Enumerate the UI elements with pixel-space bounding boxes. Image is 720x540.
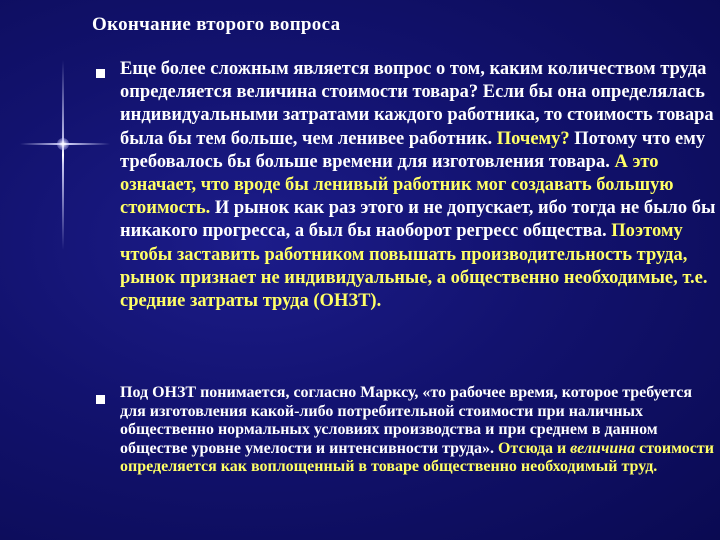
bullet-paragraph-1 (120, 58, 718, 313)
highlighted-text-segment: Почему? (496, 128, 570, 149)
highlighted-text-segment: Поэтому чтобы заставить работником повышать производительность труда, рынок признает не индивидуальные, а общественно необходимые, т.е. средние затраты труда (ОНЗТ). (120, 221, 708, 312)
highlighted-text-segment: А это означает, что вроде бы ленивый работник мог создавать большую стоимость. (120, 151, 674, 219)
bullet-square-icon (96, 395, 105, 404)
text-segment: И рынок как раз этого и не допускает, ибо тогда не было бы никакого прогресса, а был бы наоборот регресс общества. (120, 198, 716, 242)
bullet-square-icon (96, 69, 105, 78)
sparkle-decoration-vertical (62, 60, 64, 250)
text-segment: Еще более сложным является вопрос о том, каким количеством труда определяется величина стоимости товара? Если бы она определялась индивидуальными затратами каждого работника, то стоимость товара была бы тем больше, чем ленивее работник. (120, 59, 714, 149)
highlighted-italic-text-segment: величина (570, 439, 636, 457)
bullet-paragraph-2 (120, 384, 718, 477)
highlighted-text-segment: Отсюда и (497, 439, 571, 457)
text-segment: Под ОНЗТ понимается, согласно Марксу, «то рабочее время, которое требуется для изготовления какой-либо потребительной стоимости при наличных общественно нормальных условиях производства и при среднем в данном обществе уровне умелости и интенсивности труда». (120, 384, 693, 457)
sparkle-decoration-core (57, 138, 69, 150)
text-segment: Потому что ему требовалось бы больше времени для изготовления товара. (120, 128, 706, 172)
slide-title: Окончание второго вопроса (92, 14, 341, 35)
highlighted-text-segment: стоимости определяется как воплощенный в товаре общественно необходимый труд. (120, 439, 714, 476)
